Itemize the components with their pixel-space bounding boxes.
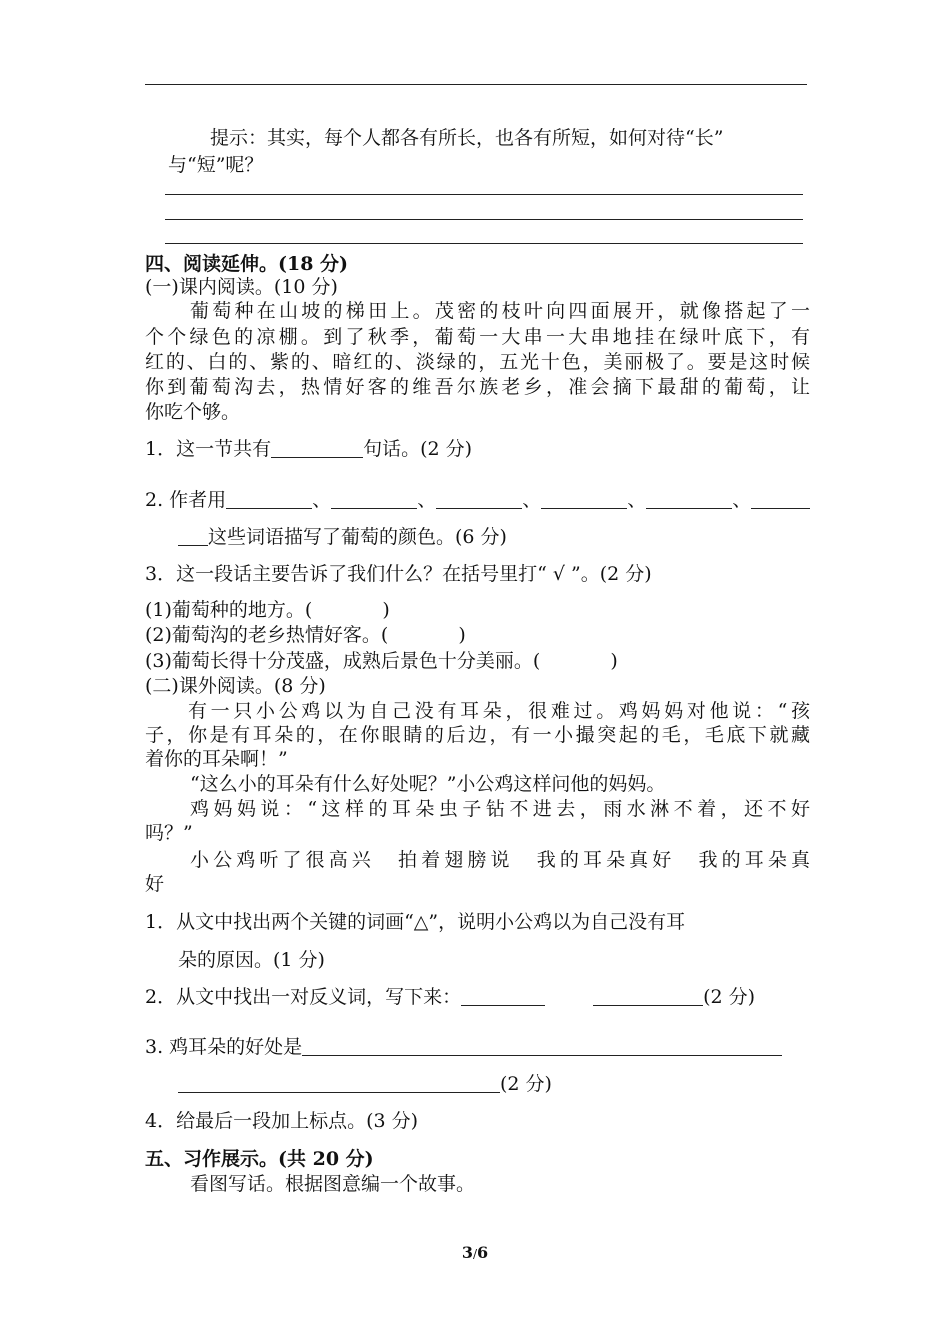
hint-line-1: 提示：其实，每个人都各有所长，也各有所短，如何对待“长” (210, 127, 724, 149)
writing-line-3[interactable] (165, 243, 803, 244)
antonym-blank-2[interactable] (593, 985, 703, 1006)
separator: 、 (312, 489, 332, 511)
option-3-label: (3)葡萄长得十分茂盛，成熟后景色十分美丽。( (145, 650, 541, 672)
ear-benefit-blank-2[interactable] (178, 1072, 500, 1093)
option-1-label: (1)葡萄种的地方。( (145, 599, 313, 621)
passage1-line-5: 你吃个够。 (145, 401, 241, 423)
extra-question-1-line-1: 1．从文中找出两个关键的词画“△”，说明小公鸡以为自己没有耳 (145, 911, 686, 933)
passage2-p4-line-2: 好 (145, 873, 165, 895)
question-2-blank-4[interactable] (541, 488, 627, 509)
question-3: 3．这一段话主要告诉了我们什么？在括号里打“ √ ”。(2 分) (145, 563, 652, 585)
writing-line-2[interactable] (165, 219, 803, 220)
extra-question-2-suffix: (2 分) (703, 986, 756, 1008)
question-2-line-2 (178, 524, 810, 550)
part-2-title: (二)课外阅读。(8 分) (145, 675, 326, 697)
option-1 (145, 597, 810, 623)
section-5-title: 五、习作展示。(共 20 分) (145, 1148, 374, 1170)
passage1-line-2: 个个绿色的凉棚。到了秋季，葡萄一大串一大串地挂在绿叶底下，有 (145, 326, 810, 348)
passage2-p1-line-3: 着你的耳朵啊！” (145, 748, 288, 770)
separator: 、 (522, 489, 542, 511)
writing-line-1[interactable] (165, 194, 803, 195)
passage2-p4-line-1: 小公鸡听了很高兴 拍着翅膀说 我的耳朵真好 我的耳朵真 (190, 849, 810, 871)
separator: 、 (732, 489, 752, 511)
option-1-close: ) (382, 599, 390, 621)
question-2-blank-5[interactable] (646, 488, 732, 509)
part-1-title: (一)课内阅读。(10 分) (145, 276, 338, 298)
antonym-blank-1[interactable] (461, 985, 545, 1006)
question-1 (145, 436, 810, 462)
question-2-blank-1[interactable] (226, 488, 312, 509)
option-3-close: ) (610, 650, 618, 672)
option-3 (145, 648, 810, 674)
question-2-suffix: 这些词语描写了葡萄的颜色。(6 分) (208, 526, 507, 548)
extra-question-2 (145, 984, 810, 1010)
extra-question-3-suffix: (2 分) (500, 1073, 552, 1095)
page-total: 6 (477, 1243, 489, 1262)
passage1-line-4: 你到葡萄沟去，热情好客的维吾尔族老乡，准会摘下最甜的葡萄，让 (145, 376, 810, 398)
passage2-p3-line-1: 鸡妈妈说：“这样的耳朵虫子钻不进去，雨水淋不着，还不好 (190, 798, 810, 820)
top-rule (145, 84, 807, 85)
question-2-prefix: 2. 作者用 (145, 489, 227, 511)
question-1-blank[interactable] (271, 437, 363, 458)
passage1-line-1: 葡萄种在山坡的梯田上。茂密的枝叶向四面展开，就像搭起了一 (190, 300, 810, 322)
question-2-blank-3[interactable] (436, 488, 522, 509)
option-2-close: ) (458, 624, 466, 646)
passage2-p2: “这么小的耳朵有什么好处呢？”小公鸡这样问他的妈妈。 (190, 773, 666, 795)
separator: 、 (627, 489, 647, 511)
extra-question-3-line-2 (178, 1071, 810, 1097)
page-current: 3 (461, 1243, 473, 1262)
passage2-p1-line-1: 有一只小公鸡以为自己没有耳朵，很难过。鸡妈妈对他说：“孩 (188, 700, 810, 722)
page-number (0, 1243, 950, 1262)
passage2-p1-line-2: 子，你是有耳朵的，在你眼睛的后边，有一小撮突起的毛，毛底下就藏 (145, 724, 810, 746)
question-2-blank-2[interactable] (331, 488, 417, 509)
option-2 (145, 622, 810, 648)
option-2-label: (2)葡萄沟的老乡热情好客。( (145, 624, 389, 646)
question-2-blank-6[interactable] (751, 488, 810, 509)
separator: 、 (417, 489, 437, 511)
hint-line-2: 与“短”呢？ (168, 154, 264, 176)
extra-question-4: 4．给最后一段加上标点。(3 分) (145, 1110, 419, 1132)
extra-question-1-line-2: 朵的原因。(1 分) (178, 949, 325, 971)
extra-question-3 (145, 1034, 810, 1060)
passage2-p3-line-2: 吗？” (145, 822, 193, 844)
extra-question-3-prefix: 3. 鸡耳朵的好处是 (145, 1036, 303, 1058)
question-2-blank-6-cont[interactable] (178, 525, 208, 546)
page-slash: / (472, 1247, 478, 1261)
question-1-prefix: 1．这一节共有 (145, 438, 272, 460)
passage1-line-3: 红的、白的、紫的、暗红的、淡绿的，五光十色，美丽极了。要是这时候 (145, 351, 810, 373)
question-1-suffix: 句话。(2 分) (363, 438, 473, 460)
ear-benefit-blank-1[interactable] (302, 1035, 782, 1056)
extra-question-2-prefix: 2．从文中找出一对反义词，写下来： (145, 986, 462, 1008)
section-4-title: 四、阅读延伸。(18 分) (145, 253, 349, 275)
question-2 (145, 487, 810, 513)
section-5-instruction: 看图写话。根据图意编一个故事。 (190, 1173, 476, 1195)
